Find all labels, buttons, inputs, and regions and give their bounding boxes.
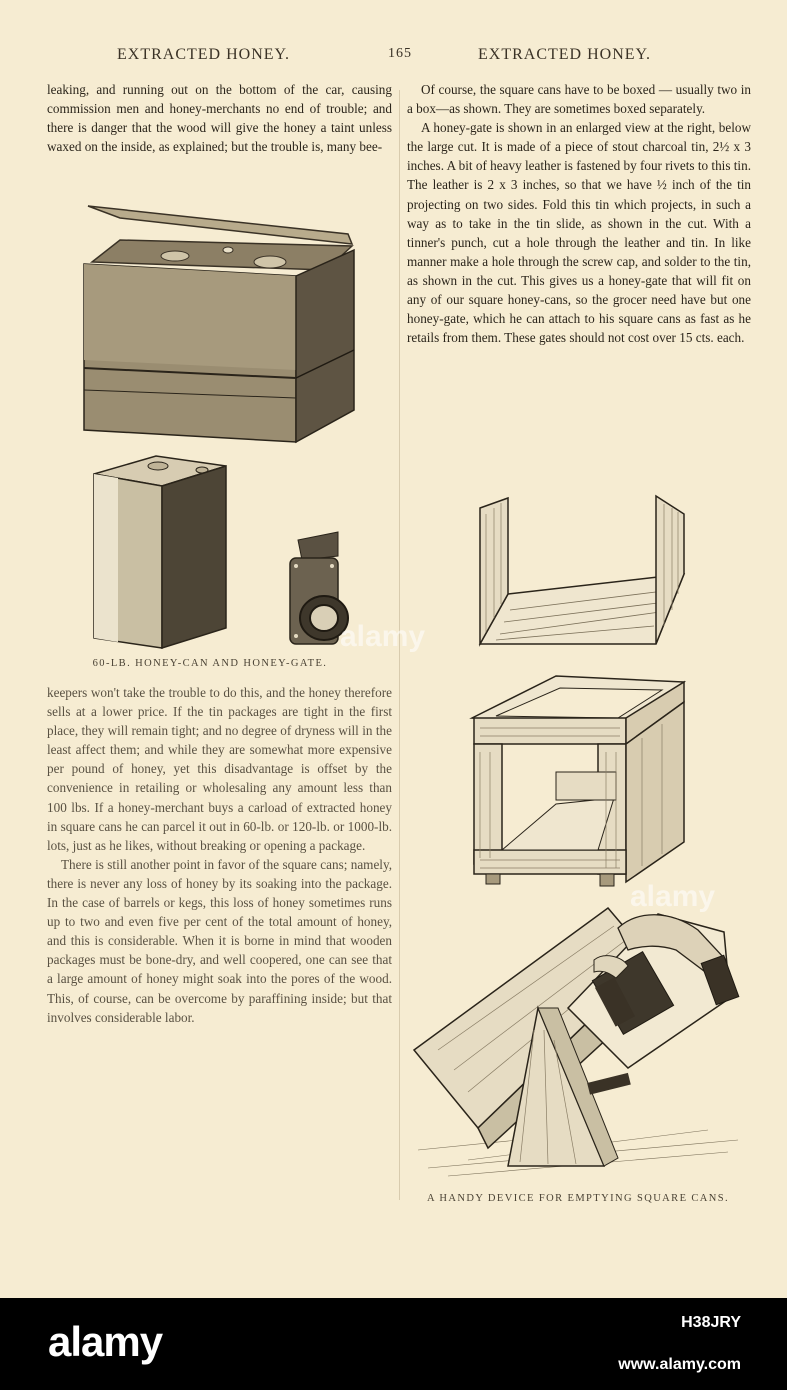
image-id: H38JRY bbox=[681, 1314, 741, 1331]
page-number: 165 bbox=[388, 46, 412, 61]
site-url: www.alamy.com bbox=[618, 1356, 741, 1373]
stock-footer-bar bbox=[0, 1298, 787, 1390]
watermark: alamy bbox=[340, 620, 426, 653]
honey-can-illustration bbox=[90, 452, 230, 652]
wooden-frame-illustration bbox=[466, 672, 688, 898]
figure-caption-emptying-device: A HANDY DEVICE FOR EMPTYING SQUARE CANS. bbox=[426, 1193, 730, 1204]
watermark: alamy bbox=[630, 880, 716, 913]
right-column-text bbox=[407, 80, 751, 347]
running-head-right: EXTRACTED HONEY. bbox=[478, 46, 652, 63]
boxed-cans-illustration bbox=[80, 200, 360, 450]
running-head-left: EXTRACTED HONEY. bbox=[117, 46, 291, 63]
left-column-top-text bbox=[47, 80, 392, 156]
paragraph: Of course, the square cans have to be boxed — usually two in a box—as shown. They are sometimes boxed separately. bbox=[407, 82, 751, 117]
alamy-logo: alamy bbox=[48, 1318, 163, 1365]
paragraph: leaking, and running out on the bottom of the car, causing commission men and honey-merchants no end of trouble; and there is danger that the wood will give the honey a taint unless waxed on the inside, as explained; but the trouble is, many bee- bbox=[47, 82, 392, 155]
paragraph: keepers won't take the trouble to do this, and the honey therefore sells at a lower price. If the tin packages are tight in the first place, they will remain tight; and no degree of dryness will in the least affect them; and while they are somewhat more expensive per pound of honey, yet this disadvantage is offset by the convenience in retailing or wholesaling any amount less than 100 lbs. If a honey-merchant buys a carload of extracted honey in square cans he can parcel it out in 60-lb. or 120-lb. or 1000-lb. lots, just as he likes, without breaking or opening a package. bbox=[47, 685, 392, 853]
figure-caption-honey-can: 60-LB. HONEY-CAN AND HONEY-GATE. bbox=[92, 658, 328, 669]
left-column-bottom-text bbox=[47, 683, 392, 1027]
paragraph: There is still another point in favor of the square cans; namely, there is never any loss of honey by its soaking into the package. In the case of barrels or kegs, this loss of honey sometimes runs up to two and even five per cent of the total amount of honey, and this is considerable. When it is borne in mind that wooden packages must be bone-dry, and well coopered, one can see that a large amount of honey might soak into the pores of the wood. This, of course, can be overcome by paraffining inside; but that involves considerable labor. bbox=[47, 856, 392, 1025]
open-tray-illustration bbox=[470, 494, 692, 650]
emptying-device-illustration bbox=[408, 900, 748, 1182]
paragraph: A honey-gate is shown in an enlarged view at the right, below the large cut. It is made of a piece of stout charcoal tin, 2½ x 3 inches. A bit of heavy leather is fastened by four rivets to this tin. The leather is 2 x 3 inches, so that we have ½ inch of the tin projecting on two sides. Fold this tin which projects, in such a way as to take in the tin slide, as shown in the cut. With a tinner's punch, cut a hole through the leather and tin. In like manner make a hole through the screw cap, and solder to the tin, as shown in the cut. This gives us a honey-gate that will fit on any of our square honey-cans, so the grocer need have but one honey-gate, which he can attach to his square cans as fast as he retails from them. These gates should not cost over 15 cts. each. bbox=[407, 120, 751, 346]
